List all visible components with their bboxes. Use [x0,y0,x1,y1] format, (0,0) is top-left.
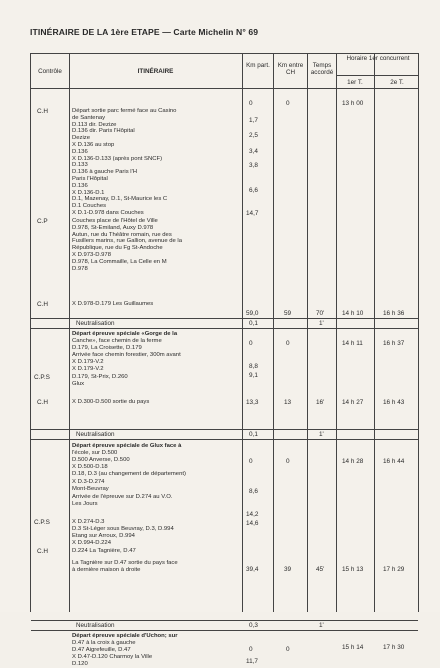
neutralisation-label: Neutralisation [76,320,115,327]
route-line: Canche», face chemin de la ferme [72,338,162,344]
route-line: D.136 [72,182,88,189]
route-line: D.179, La Croisette, D.179 [72,345,142,351]
km-part: 13,3 [246,399,259,406]
km-ch: 0 [286,458,290,465]
route-line: D.1 Couches [72,203,107,210]
route-line: X D.978-D.179 Les Guillaumes [72,301,154,307]
route-line: D.978 [72,265,88,272]
col-divider [273,54,274,612]
header-subdivider [336,75,418,76]
route-line: Fusillers marins, rue Gallion, avenue de la [72,238,183,245]
route-line: Départ épreuve spéciale de Glux face à [72,443,182,449]
route-line: Arrivée face chemin forestier, 300m avant [72,352,181,358]
route-line: Arrivée de l'épreuve sur D.274 au V.O. [72,494,173,500]
route-line: l'école, sur D.500 [72,450,118,456]
horaire-2e: 16 h 43 [383,399,405,406]
route-line: Etang sur Arroux, D.994 [72,533,135,539]
route-line: D.500 Anverse, D.500 [72,457,130,463]
temps-accorde: 70' [316,310,325,317]
route-line: X D.136-D.133 (après pont SNCF) [72,155,163,162]
temps-accorde: 16' [316,399,325,406]
km-part: 2,5 [249,132,258,139]
km-part: 0 [249,458,253,465]
horaire-1er: 14 h 10 [342,310,364,317]
route-line: D.224 La Tagnière, D.47 [72,548,136,554]
route-line: D.113 dir. Dezize [72,121,117,128]
header-itineraire: ITINÉRAIRE [137,68,174,75]
horaire-2e: 16 h 36 [383,310,405,317]
itinerary-table [30,53,419,667]
header-horaire: Horaire 1er concurrent [346,55,410,62]
horaire-1er: 14 h 27 [342,399,364,406]
km-part: 3,4 [249,148,258,155]
route-line: D.120 [72,661,88,667]
header-temps: Temps accordé [310,62,334,77]
km-part: 1,7 [249,117,258,124]
km-part: 39,4 [246,566,259,573]
neutralisation-km: 0,1 [249,431,258,438]
horaire-1er: 13 h 00 [342,100,364,107]
route-line: Départ sortie parc fermé face au Casino [72,108,177,114]
page-title: ITINÉRAIRE DE LA 1ère ETAPE — Carte Michelin N° 69 [30,27,259,37]
route-line: X D.179-V.2 [72,366,104,372]
header-1er-t: 1er T. [347,79,363,86]
header-km-ch: Km entre CH [277,62,304,77]
horaire-1er: 14 h 28 [342,458,364,465]
route-line: X D.136 au stop [72,142,115,148]
route-line: D.136 à gauche Paris l'H [72,169,137,176]
km-part: 8,6 [249,488,258,495]
km-ch: 39 [284,566,292,573]
neutralisation-km: 0,1 [249,320,258,327]
km-part: 6,6 [249,187,258,194]
header-km-part: Km part. [246,62,270,69]
neutralisation-label: Neutralisation [76,622,115,629]
temps-accorde: 45' [316,566,325,573]
control-cps: C.P.S [34,519,50,526]
col-divider [336,54,337,612]
header-controle: Contrôle [38,68,62,75]
route-line: D.978, St-Emiland, Auxy D.978 [72,224,154,231]
route-line: Couches place de l'Hôtel de Ville [72,218,158,224]
km-ch: 0 [286,100,290,107]
km-part: 59,0 [246,310,259,317]
control-ch: C.H [37,548,49,555]
horaire-2e: 17 h 29 [383,566,405,573]
km-part: 9,1 [249,372,258,379]
route-line: D.1, Mazenay, D.1, St-Maurice les C [72,196,168,203]
route-line: Autun, rue du Théâtre romain, rue des [72,231,172,238]
route-line: D.179, St-Prix, D.260 [72,374,128,380]
route-line: République, rue du Fg St-Andoche [72,245,163,252]
route-line: Mont-Beuvray [72,486,109,492]
km-part: 14,7 [246,210,259,217]
km-part: 8,8 [249,363,258,370]
horaire-2e: 16 h 44 [383,458,405,465]
km-part: 0 [249,100,253,107]
neutralisation-temps: 1' [319,622,324,629]
neutralisation-label: Neutralisation [76,431,115,438]
km-ch: 13 [284,399,292,406]
km-part: 0 [249,340,253,347]
header-bottom-line [31,88,418,89]
route-line: X D.274-D.3 [72,519,105,525]
col-divider [242,54,243,612]
col-divider [307,54,308,612]
route-line: X D.500-D.18 [72,464,108,470]
control-ch: C.H [37,108,49,115]
route-line: D.136 [72,148,88,155]
neutralisation-temps: 1' [319,320,324,327]
km-part: 14,6 [246,520,259,527]
km-part: 3,8 [249,162,258,169]
route-line: X D.1-D.978 dans Couches [72,210,144,216]
route-line: Départ épreuve spéciale d'Uchon; sur [72,633,178,639]
route-line: D.136 dir. Paris l'Hôpital [72,128,135,135]
route-line: X D.300-D.500 sortie du pays [72,399,150,405]
route-line: X D.136-D.1 [72,189,105,196]
km-part: 11,7 [246,658,258,665]
route-line: D.47 Aigrefeuille, D.47 [72,647,131,653]
control-cps: C.P.S [34,374,50,381]
neutralisation-km: 0,3 [249,622,258,629]
route-line: Dezize [72,135,91,142]
control-ch: C.H [37,301,49,308]
km-ch: 0 [286,340,290,347]
horaire-2e: 17 h 30 [383,644,405,651]
route-line: X D.179-V.2 [72,359,104,365]
control-ch: C.H [37,399,49,406]
route-line: à dernière maison à droite [72,567,141,573]
route-line: de Santenay [72,114,106,121]
horaire-1er: 15 h 13 [342,566,364,573]
route-line: D.133 [72,162,88,169]
header-2e-t: 2e T. [390,79,404,86]
col-divider [374,54,375,612]
route-line: X D.3-D.274 [72,479,105,485]
horaire-2e: 16 h 37 [383,340,405,347]
horaire-1er: 15 h 14 [342,644,364,651]
route-line: Les Jours [72,501,98,507]
km-ch: 59 [284,310,292,317]
route-line: La Tagnière sur D.47 sortie du pays face [72,560,178,566]
route-line: Paris l'Hôpital [72,176,108,182]
route-line: D.978, La Commaille, La Celle en M [72,258,167,265]
km-ch: 0 [286,646,290,653]
route-line: X D.994-D.224 [72,540,111,546]
control-cp: C.P [37,218,48,225]
neutralisation-temps: 1' [319,431,324,438]
route-line: D.47 à la croix à gauche [72,640,136,646]
km-part: 0 [249,646,253,653]
route-line: Glux [72,381,85,387]
col-divider [69,54,70,612]
route-line: D.3 St-Léger sous Beuvray, D.3, D.994 [72,526,174,532]
km-part: 14,2 [246,511,259,518]
route-line: Départ épreuve spéciale «Gorge de la [72,331,178,337]
horaire-1er: 14 h 11 [342,340,363,347]
route-line: X D.47-D.120 Charmoy la Ville [72,654,153,660]
route-line: X D.973-D.978 [72,252,111,258]
route-line: D.18, D.3 (au changement de département) [72,471,186,477]
